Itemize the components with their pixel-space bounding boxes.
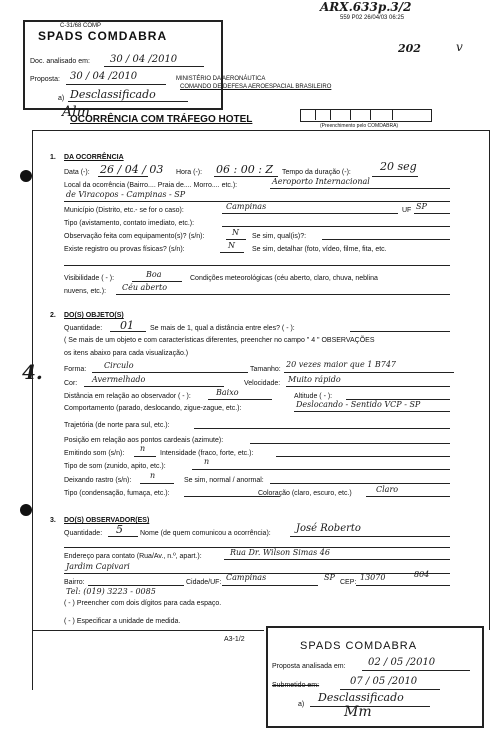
color-value: Avermelhado [92,375,146,384]
proposal-date: 30 / 04 /2010 [70,71,138,82]
trail-color-value: Claro [376,485,399,494]
proposal-label: Proposta: [30,76,60,83]
comdabra-fill-boxes [300,109,432,122]
observer-qty-value: 5 [116,523,123,536]
bottom-proposal-date: 02 / 05 /2010 [368,657,436,668]
date-label: Data (-): [64,169,90,176]
sound-type-label: Tipo de som (zunido, apito, etc.): [64,463,166,470]
sound-label: Emitindo som (s/n): [64,450,125,457]
trail-question: Se sim, normal / anormal: [184,477,264,484]
visibility-label: Visibilidade ( - ): [64,275,115,282]
shape-value: Circulo [104,361,134,370]
weather-value: Céu aberto [122,283,168,292]
speed-value: Muito rápido [288,375,341,384]
object-distance-question: Se mais de 1, qual a distância entre eles? ( - ): [150,325,295,332]
unit-note: ( - ) Especificar a unidade de medida. [64,618,181,625]
equipment-label: Observação feita com equipamento(s)? (s/n): [64,233,205,240]
frame-right-line [489,130,490,630]
type-label: Tipo (avistamento, contato imediato, etc.): [64,220,195,227]
equipment-value: N [232,228,239,237]
command-name: COMANDO DE DEFESA AEROESPACIAL BRASILEIRO [180,84,332,90]
sound-type-value: n [204,457,210,466]
color-label: Cor: [64,380,78,387]
doc-analyzed-date: 30 / 04 /2010 [110,54,178,65]
duration-value: 20 seg [380,160,417,173]
top-stamp-title: SPADS COMDABRA [38,29,168,43]
local-value-2: de Viracopos - Campinas - SP [66,190,186,199]
fill-note: (Preenchimento pelo COMDABRA) [320,123,399,129]
s1-title: DA OCORRÊNCIA [64,154,124,161]
trail-type-label: Tipo (condensação, fumaça, etc.): [64,490,170,497]
speed-label: Velocidade: [244,380,281,387]
frame-top-line [32,130,490,131]
address-value-2: Jardim Capivari [66,562,130,571]
check-mark: v [456,40,463,54]
address-value-1: Rua Dr. Wilson Simas 46 [230,548,330,557]
top-signature: Desclassificado [70,88,156,101]
s1-number: 1. [50,154,56,161]
hour-value: 06 : 00 : Z [216,163,274,176]
signature-prefix: a) [58,95,65,102]
bottom-signature-scribble: Mm [344,704,372,720]
local-value-1: Aeroporto Internacional [272,177,370,186]
city-uf-value: SP [324,573,335,582]
bottom-signature: Desclassificado [318,691,404,704]
trajectory-label: Trajetória (de norte para sul, etc.): [64,422,170,429]
object-qty-label: Quantidade: [64,325,103,332]
object-qty-value: 01 [120,319,134,332]
multi-object-note-1: ( Se mais de um objeto e com características diferentes, preencher no campo " 4 " OBSERVAÇÕES [64,337,375,344]
trail-value: n [150,471,156,480]
city-label: Cidade/UF: [186,579,222,586]
doc-analyzed-label: Doc. analisado em: [30,58,90,65]
punch-hole-2 [20,504,32,516]
municipality-label: Município (Distrito, etc.- se for o caso): [64,207,184,214]
fax-header: 559 P02 26/04/03 06:25 [340,15,405,21]
telephone-value: Tel: (019) 3223 - 0085 [66,587,156,596]
behavior-value: Deslocando - Sentido VCP - SP [296,400,421,409]
stamp-header-small: C-31/68 COMP [60,23,102,29]
ministry-name: MINISTÉRIO DA AERONÁUTICA [176,76,266,82]
bottom-proposal-label: Proposta analisada em: [272,663,346,670]
equipment-question: Se sim, qual(is)?: [252,233,307,240]
bottom-stamp-title: SPADS COMDABRA [300,640,418,652]
evidence-value: N [228,241,235,250]
trail-label: Deixando rastro (s/n): [64,477,132,484]
hour-label: Hora (-): [176,169,203,176]
shape-label: Forma: [64,366,87,373]
behavior-label: Comportamento (parado, deslocando, zigue-zague, etc.): [64,405,242,412]
visibility-value: Boa [146,270,162,279]
top-signature-scribble: Alm [62,104,90,120]
date-value: 26 / 04 / 03 [100,163,164,176]
size-label: Tamanho: [250,366,281,373]
uf-label: UF [402,207,412,214]
evidence-question: Se sim, detalhar (foto, vídeo, filme, fita, etc. [252,246,387,253]
bottom-second-label: Submetido em: [272,682,320,689]
cep-label: CEP: [340,579,357,586]
weather-label: Condições meteorológicas (céu aberto, claro, chuva, neblina [190,275,378,282]
trail-color-label: Coloração (claro, escuro, etc.) [258,490,352,497]
s3-number: 3. [50,517,56,524]
digits-note: ( - ) Preencher com dois dígitos para cada espaço. [64,600,222,607]
neighborhood-label: Bairro: [64,579,85,586]
local-label: Local da ocorrência (Bairro.... Praia de.... Morro.... etc.): [64,182,238,189]
address-label: Endereço para contato (Rua/Av., n.º, apart.): [64,553,202,560]
punch-hole-1 [20,170,32,182]
municipality-value: Campinas [226,202,267,211]
duration-label: Tempo da duração (-): [282,169,351,176]
cep-value-suffix: 804 [414,570,430,579]
weather-label-2: nuvens, etc.): [64,288,107,295]
size-value: 20 vezes maior que 1 B747 [286,360,397,369]
evidence-label: Existe registro ou provas físicas? (s/n): [64,246,185,253]
position-label: Posição em relação aos pontos cardeais (azimute): [64,437,224,444]
multi-object-note-2: os itens abaixo para cada visualização.) [64,350,189,357]
page-number: 202 [398,42,421,55]
sound-value: n [140,444,146,453]
intensity-label: Intensidade (fraco, forte, etc.): [160,450,254,457]
distance-label: Distância em relação ao observador ( - ): [64,393,191,400]
page-code: A3-1/2 [224,636,245,643]
bottom-signature-prefix: a) [298,701,305,708]
s2-title: DO(S) OBJETO(S) [64,312,124,319]
city-value: Campinas [226,573,267,582]
s2-number: 2. [50,312,56,319]
form-title: OCORRÊNCIA COM TRÁFEGO HOTEL [70,114,253,125]
observer-qty-label: Quantidade: [64,530,103,537]
distance-value: Baixo [216,388,239,397]
uf-value: SP [416,202,427,211]
bottom-second-date: 07 / 05 /2010 [350,676,418,687]
archive-reference: ARX.633p.3/2 [320,0,412,14]
observer-name-label: Nome (de quem comunicou a ocorrência): [140,530,271,537]
cep-value: 13070 [360,573,386,582]
frame-left-line [32,130,33,690]
margin-mark-4: 4. [22,360,43,384]
altitude-label: Altitude ( - ): [294,393,333,400]
s3-title: DO(S) OBSERVADOR(ES) [64,517,150,524]
observer-name-value: José Roberto [296,523,361,534]
